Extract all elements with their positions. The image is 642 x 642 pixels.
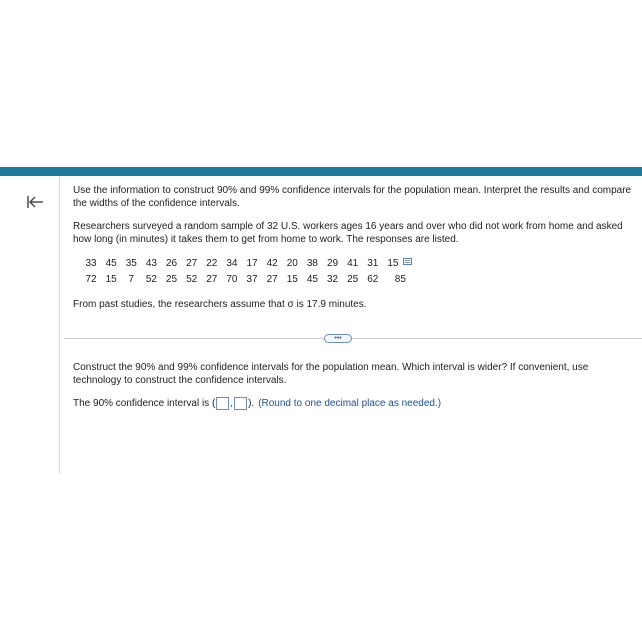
- answer-separator: ,: [230, 398, 234, 409]
- intro-text: Use the information to construct 90% and 99% confidence intervals for the population mean. Interpret the results and compare the widths of the confidence intervals.: [73, 185, 632, 209]
- question-section: [73, 361, 633, 410]
- data-cell: 35: [125, 258, 137, 270]
- data-cell: 7: [128, 274, 135, 286]
- data-cell: 27: [186, 258, 198, 270]
- sigma-note: From past studies, the researchers assume that σ is 17.9 minutes.: [73, 299, 367, 311]
- data-cell: 45: [105, 258, 117, 270]
- data-cell: 27: [206, 274, 218, 286]
- rounding-note: (Round to one decimal place as needed.): [258, 398, 442, 409]
- section-divider: [64, 338, 642, 339]
- question-text: Construct the 90% and 99% confidence intervals for the population mean. Which interval is wider? If convenient, use technology to construct the confidence intervals.: [73, 362, 589, 386]
- data-cell: 52: [145, 274, 157, 286]
- data-cell: 52: [186, 274, 198, 286]
- data-cell: 15: [105, 274, 117, 286]
- data-cell: 20: [286, 258, 298, 270]
- data-cell: 15: [286, 274, 298, 286]
- data-cell: 41: [347, 258, 359, 270]
- answer-line: [73, 397, 633, 410]
- data-cell: 22: [206, 258, 218, 270]
- expand-more-button[interactable]: •••: [324, 334, 352, 343]
- data-cell: 26: [166, 258, 178, 270]
- data-cell: 25: [166, 274, 178, 286]
- data-cell: 70: [226, 274, 238, 286]
- data-row: [81, 256, 418, 272]
- data-cell: 62: [367, 274, 379, 286]
- answer-prefix: The 90% confidence interval is (: [73, 398, 216, 409]
- upper-bound-input[interactable]: [234, 397, 247, 410]
- data-cell: 17: [246, 258, 258, 270]
- data-cell: 33: [85, 258, 97, 270]
- copy-icon[interactable]: [403, 257, 413, 270]
- data-cell: 38: [306, 258, 318, 270]
- data-value: 15: [387, 258, 399, 270]
- top-accent-bar: [0, 167, 642, 176]
- data-table: [81, 256, 418, 288]
- data-cell: 31: [367, 258, 379, 270]
- data-cell: 27: [266, 274, 278, 286]
- back-to-start-icon[interactable]: [24, 191, 46, 213]
- data-cell: 45: [306, 274, 318, 286]
- lower-bound-input[interactable]: [216, 397, 229, 410]
- data-cell: 25: [347, 274, 359, 286]
- data-cell: 32: [327, 274, 339, 286]
- data-cell: 37: [246, 274, 258, 286]
- answer-suffix: ).: [248, 398, 255, 409]
- data-cell: 43: [145, 258, 157, 270]
- data-cell: 34: [226, 258, 238, 270]
- data-cell: 85: [394, 274, 406, 286]
- problem-statement: [73, 184, 633, 321]
- scenario-text: Researchers surveyed a random sample of 32 U.S. workers ages 16 years and over who did not work from home and asked how long (in minutes) it takes them to get from home to work. The responses are listed.: [73, 221, 623, 245]
- data-row: [81, 272, 418, 288]
- left-divider: [59, 176, 60, 474]
- data-cell: 29: [327, 258, 339, 270]
- data-cell: 42: [266, 258, 278, 270]
- data-cell: 72: [85, 274, 97, 286]
- data-cell: [383, 256, 418, 272]
